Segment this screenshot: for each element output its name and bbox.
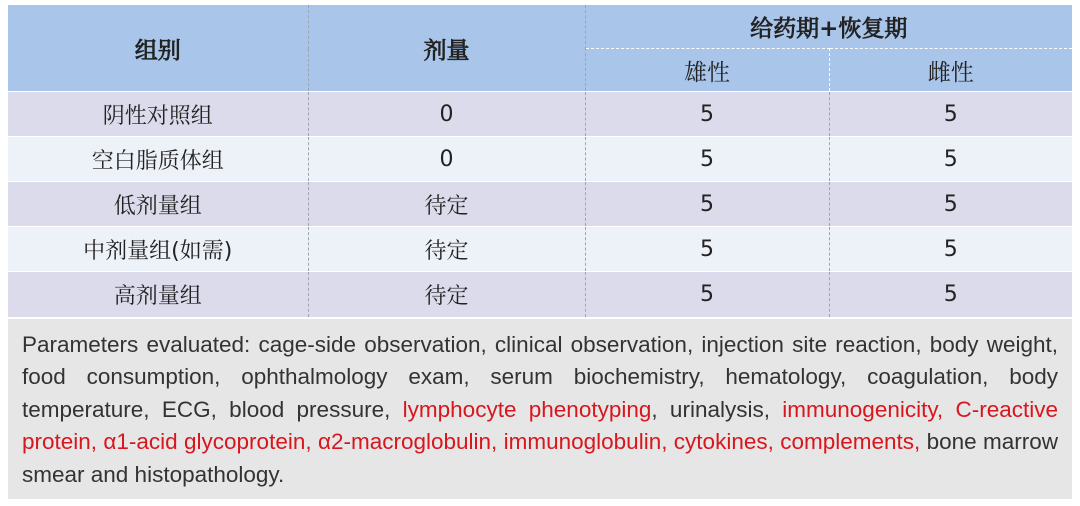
cell-dose: 0 [308, 137, 585, 182]
group-design-table [8, 5, 1072, 317]
cell-male: 5 [585, 227, 829, 272]
cell-female: 5 [829, 272, 1072, 317]
header-period: 给药期+恢复期 [585, 5, 1072, 49]
cell-group: 阴性对照组 [8, 92, 308, 137]
table-row [8, 92, 1072, 137]
table-row [8, 137, 1072, 182]
cell-group: 空白脂质体组 [8, 137, 308, 182]
cell-female: 5 [829, 137, 1072, 182]
header-group: 组别 [8, 5, 308, 92]
cell-male: 5 [585, 92, 829, 137]
table-row [8, 227, 1072, 272]
param-text: Parameters evaluated: cage-side observation, clinical observation, injection site reaction, body weight, food consumption, ophthalmology exam, serum biochemistry, hematology, coagulation, body temperature, ECG, blood pressure, [22, 331, 1058, 422]
cell-dose: 待定 [308, 227, 585, 272]
cell-male: 5 [585, 272, 829, 317]
table-row [8, 182, 1072, 227]
cell-male: 5 [585, 137, 829, 182]
cell-female: 5 [829, 227, 1072, 272]
cell-male: 5 [585, 182, 829, 227]
cell-dose: 0 [308, 92, 585, 137]
cell-group: 高剂量组 [8, 272, 308, 317]
cell-group: 中剂量组(如需) [8, 227, 308, 272]
table-row [8, 272, 1072, 317]
cell-female: 5 [829, 92, 1072, 137]
cell-dose: 待定 [308, 272, 585, 317]
cell-dose: 待定 [308, 182, 585, 227]
header-female: 雌性 [829, 49, 1072, 92]
header-male: 雄性 [585, 49, 829, 92]
param-highlight: lymphocyte phenotyping [402, 396, 652, 422]
study-design-document [8, 5, 1072, 499]
cell-female: 5 [829, 182, 1072, 227]
cell-group: 低剂量组 [8, 182, 308, 227]
param-highlight: immunogenicity, C-reactive protein, α1-acid glycoprotein, α2-macroglobulin, immunoglobulin, cytokines, complements, [22, 396, 1059, 454]
param-text: bone marrow smear and histopathology. [22, 429, 1058, 487]
header-dose: 剂量 [308, 5, 585, 92]
parameters-evaluated-note [8, 319, 1072, 500]
param-text: , urinalysis, [651, 396, 783, 422]
